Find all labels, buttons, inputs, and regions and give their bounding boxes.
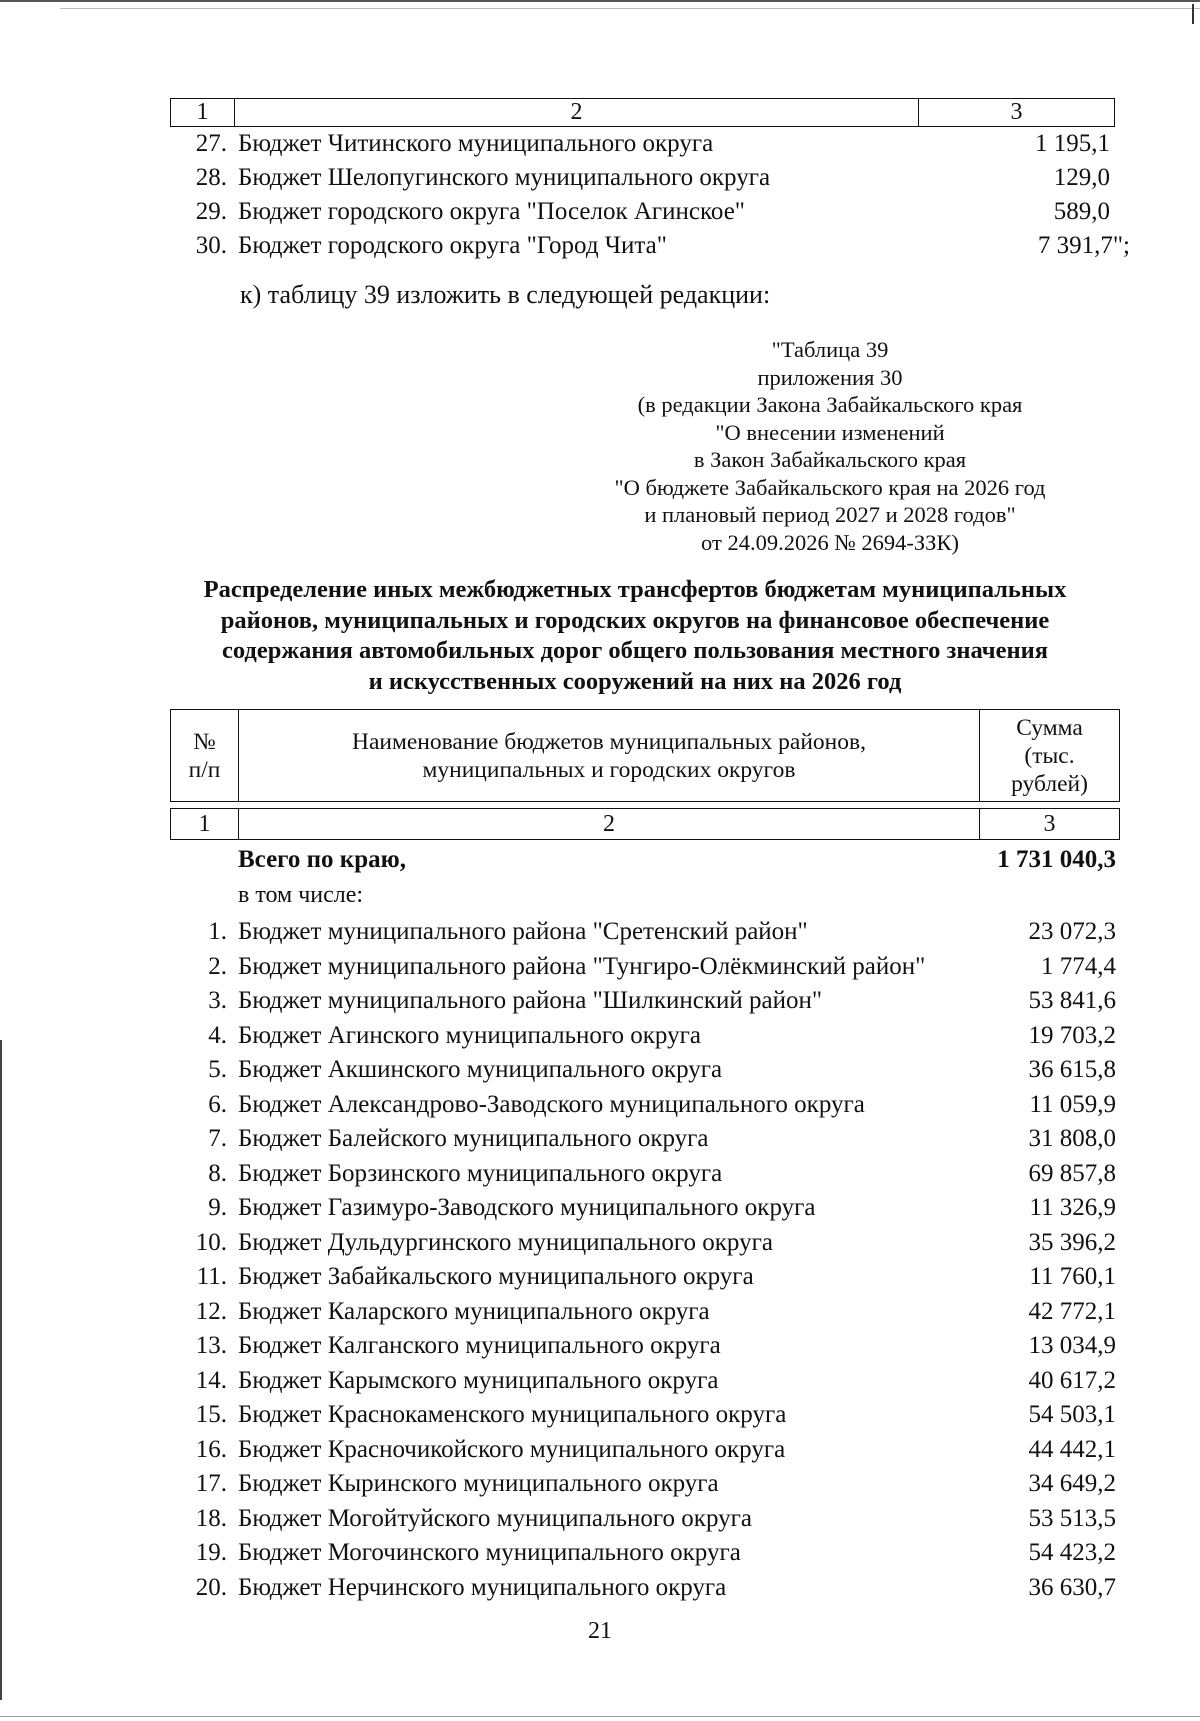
row-value: 19 703,2 <box>1028 1021 1116 1049</box>
table-header <box>170 709 1120 802</box>
row-value: 1 774,4 <box>1041 952 1116 980</box>
table-row <box>170 1536 1116 1570</box>
note-line: "Таблица 39 <box>771 337 889 362</box>
row-number: 14. <box>195 1366 227 1394</box>
col-number-1: 1 <box>171 99 235 126</box>
row-value: 40 617,2 <box>1028 1366 1116 1394</box>
header-line: п/п <box>188 756 221 783</box>
row-value: 13 034,9 <box>1028 1332 1116 1359</box>
title-line: и искусственных сооружений на них на 2026 год <box>368 667 902 695</box>
row-value: 36 630,7 <box>1028 1573 1116 1601</box>
note-line: и плановый период 2027 и 2028 годов" <box>644 502 1016 527</box>
table-title <box>150 575 1120 697</box>
table-row <box>170 1364 1116 1398</box>
row-name: Бюджет Забайкальского муниципального округа <box>238 1263 754 1290</box>
table-row <box>170 1019 1116 1053</box>
table-row <box>170 1571 1116 1605</box>
row-name: Бюджет Могойтуйского муниципального округа <box>238 1504 752 1532</box>
row-value: 31 808,0 <box>1028 1125 1116 1152</box>
table-row <box>170 950 1116 984</box>
title-line: районов, муниципальных и городских округов на финансовое обеспечение <box>220 606 1050 634</box>
row-number: 9. <box>208 1194 227 1221</box>
continuation-table-header <box>170 98 1115 127</box>
row-name: Бюджет Балейского муниципального округа <box>238 1125 709 1152</box>
row-name: Бюджет Калганского муниципального округа <box>238 1332 721 1359</box>
row-number: 18. <box>195 1504 227 1532</box>
row-number: 27. <box>195 130 227 157</box>
row-value: 11 760,1 <box>1029 1263 1116 1290</box>
row-value: 69 857,8 <box>1028 1159 1116 1187</box>
row-name: Бюджет муниципального района "Шилкинский район" <box>238 987 823 1014</box>
header-line: рублей) <box>1011 770 1088 797</box>
table-row <box>170 1467 1116 1501</box>
table-column-numbers <box>170 808 1120 840</box>
scan-edge-bottom <box>0 1716 1200 1717</box>
row-number: 12. <box>195 1297 227 1325</box>
table-row <box>170 1053 1116 1087</box>
note-line: в Закон Забайкальского края <box>693 447 967 472</box>
row-name: Бюджет Карымского муниципального округа <box>238 1366 719 1394</box>
row-value: 589,0 <box>1053 198 1110 225</box>
row-number: 13. <box>195 1332 227 1359</box>
row-number: 7. <box>208 1125 227 1152</box>
row-value: 11 326,9 <box>1029 1194 1116 1221</box>
row-value: 129,0 <box>1053 164 1110 191</box>
amendment-paragraph: к) таблицу 39 изложить в следующей редакции: <box>240 280 771 309</box>
header-sum <box>980 710 1119 801</box>
list-item <box>170 161 1130 195</box>
row-name: Бюджет Могочинского муниципального округа <box>238 1539 741 1566</box>
list-item <box>170 195 1130 229</box>
table-row <box>170 1502 1116 1536</box>
row-name: Бюджет Красночикойского муниципального округа <box>238 1435 786 1463</box>
col-number-1: 1 <box>171 809 239 839</box>
row-value: 7 391,7"; <box>1037 232 1130 259</box>
row-value: 35 396,2 <box>1028 1228 1116 1256</box>
row-value: 53 513,5 <box>1028 1504 1116 1532</box>
row-name: Бюджет Газимуро-Заводского муниципального округа <box>238 1194 816 1221</box>
list-item <box>170 127 1130 161</box>
note-line: "О бюджете Забайкальского края на 2026 год <box>614 474 1046 500</box>
table-row <box>170 915 1116 949</box>
row-value: 53 841,6 <box>1028 987 1116 1014</box>
table-row <box>170 1433 1116 1467</box>
row-number: 2. <box>208 952 227 980</box>
col-number-3: 3 <box>1043 810 1056 837</box>
table-row <box>170 1122 1116 1156</box>
table-row <box>170 1398 1116 1432</box>
row-number: 10. <box>195 1228 227 1256</box>
table-row <box>170 1088 1116 1122</box>
row-value: 44 442,1 <box>1028 1435 1116 1463</box>
row-name: Бюджет городского округа "Город Чита" <box>238 232 667 259</box>
header-name <box>239 710 980 801</box>
col-number-2: 2 <box>239 809 980 839</box>
row-number: 28. <box>195 164 227 191</box>
row-name: Бюджет Александрово-Заводского муниципального округа <box>238 1090 865 1118</box>
row-number: 4. <box>208 1021 227 1049</box>
header-line: Наименование бюджетов муниципальных районов, <box>352 728 866 755</box>
row-number: 3. <box>208 987 227 1014</box>
total-label: Всего по краю, <box>238 846 406 873</box>
row-value: 36 615,8 <box>1028 1056 1116 1083</box>
title-line: содержания автомобильных дорог общего пользования местного значения <box>222 637 1048 664</box>
row-number: 15. <box>195 1401 227 1428</box>
row-value: 23 072,3 <box>1028 918 1116 945</box>
row-name: Бюджет Агинского муниципального округа <box>238 1021 701 1049</box>
scan-line-top <box>60 8 1200 9</box>
header-number <box>171 710 239 801</box>
scan-mark-right <box>1192 4 1194 24</box>
row-name: Бюджет городского округа "Поселок Агинское" <box>238 198 745 225</box>
table-note <box>560 336 1100 556</box>
row-value: 54 423,2 <box>1028 1539 1116 1566</box>
header-line: (тыс. <box>1024 742 1075 769</box>
total-value: 1 731 040,3 <box>997 846 1116 873</box>
row-name: Бюджет Нерчинского муниципального округа <box>238 1573 727 1601</box>
col-number-3: 3 <box>1010 99 1023 125</box>
row-name: Бюджет Шелопугинского муниципального округа <box>238 164 771 191</box>
page-number: 21 <box>588 1618 612 1644</box>
row-number: 30. <box>195 232 227 259</box>
row-name: Бюджет Кыринского муниципального округа <box>238 1470 719 1497</box>
row-value: 42 772,1 <box>1028 1297 1116 1325</box>
row-number: 20. <box>195 1573 227 1601</box>
row-name: Бюджет муниципального района "Тунгиро-Олёкминский район" <box>238 952 926 980</box>
table-row <box>170 1226 1116 1260</box>
note-line: "О внесении изменений <box>715 419 945 445</box>
row-number: 19. <box>195 1539 227 1566</box>
table-row <box>170 1191 1116 1225</box>
row-name: Бюджет Дульдургинского муниципального округа <box>238 1228 773 1256</box>
table-row <box>170 1157 1116 1191</box>
row-name: Бюджет Краснокаменского муниципального округа <box>238 1401 787 1428</box>
col-number-2: 2 <box>235 99 919 126</box>
row-number: 1. <box>208 918 227 945</box>
row-number: 17. <box>195 1470 227 1497</box>
table-row <box>170 1260 1116 1294</box>
row-value: 1 195,1 <box>1035 130 1110 157</box>
note-line: приложения 30 <box>757 364 903 390</box>
row-name: Бюджет Борзинского муниципального округа <box>238 1159 723 1187</box>
row-name: Бюджет Акшинского муниципального округа <box>238 1056 723 1083</box>
row-number: 11. <box>196 1263 227 1290</box>
note-line: от 24.09.2026 № 2694-ЗЗК) <box>701 529 959 555</box>
title-line: Распределение иных межбюджетных трансфертов бюджетам муниципальных <box>203 576 1067 603</box>
row-number: 29. <box>195 198 227 225</box>
row-name: Бюджет Читинского муниципального округа <box>238 130 714 157</box>
table-row <box>170 984 1116 1018</box>
row-name: Бюджет муниципального района "Сретенский район" <box>238 918 808 945</box>
row-number: 16. <box>195 1435 227 1463</box>
row-value: 11 059,9 <box>1029 1090 1116 1118</box>
row-value: 54 503,1 <box>1028 1401 1116 1428</box>
scan-edge-top <box>0 0 1200 2</box>
row-number: 5. <box>208 1056 227 1083</box>
row-number: 6. <box>208 1090 227 1118</box>
table-row <box>170 1329 1116 1363</box>
including-label: в том числе: <box>238 882 364 908</box>
list-item <box>170 229 1130 263</box>
header-line: Сумма <box>1016 714 1083 741</box>
header-line: № <box>193 728 216 755</box>
row-name: Бюджет Каларского муниципального округа <box>238 1297 710 1325</box>
note-line: (в редакции Закона Забайкальского края <box>637 392 1023 417</box>
row-number: 8. <box>208 1159 227 1187</box>
row-value: 34 649,2 <box>1028 1470 1116 1497</box>
table-row <box>170 1295 1116 1329</box>
scan-edge-left <box>0 1040 2 1700</box>
header-line: муниципальных и городских округов <box>422 756 796 783</box>
